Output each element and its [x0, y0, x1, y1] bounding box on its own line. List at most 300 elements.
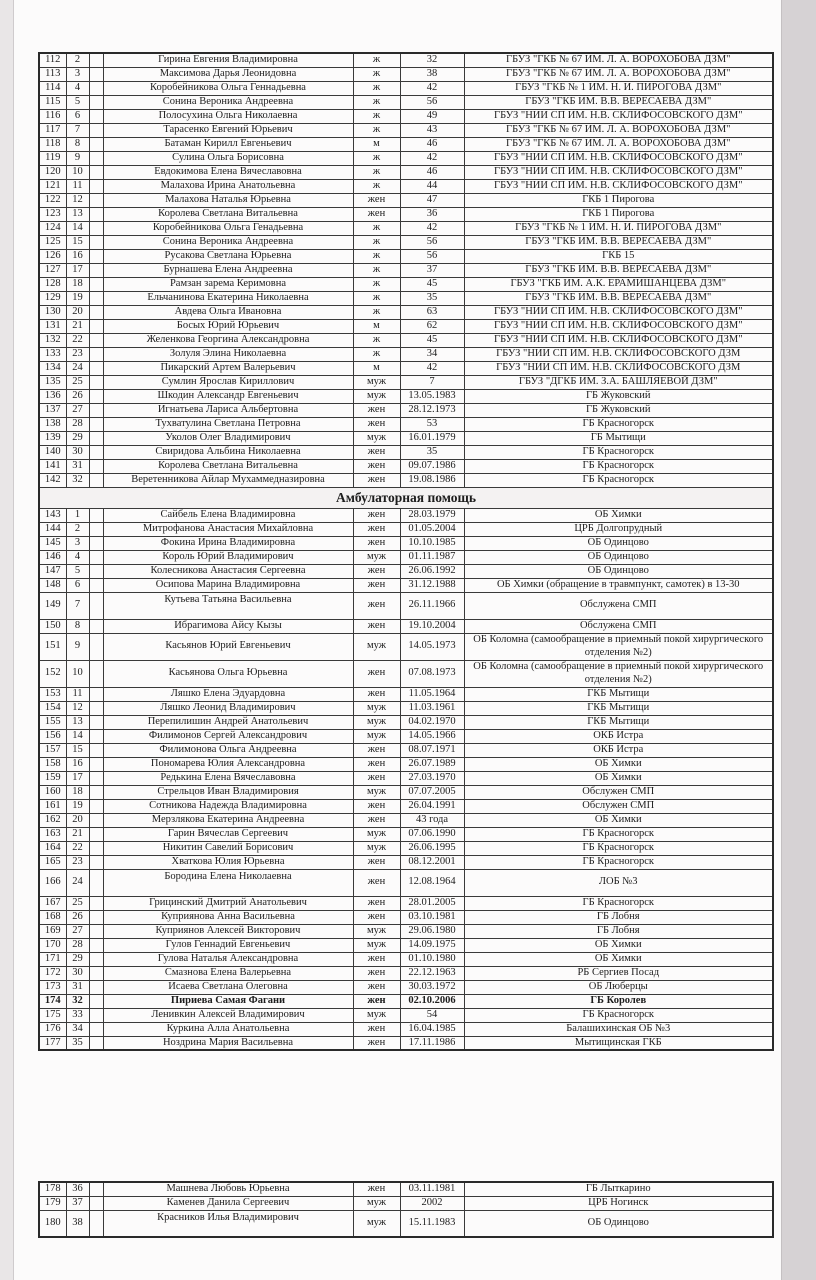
name-cell: Золуля Элина Николаевна: [103, 347, 353, 361]
row-number-cell: 155: [39, 715, 66, 729]
spacer-cell: [89, 924, 103, 938]
name-cell: Евдокимова Елена Вячеславовна: [103, 165, 353, 179]
spacer-cell: [89, 81, 103, 95]
name-cell: Ляшко Леонид Владимирович: [103, 701, 353, 715]
sex-cell: м: [353, 137, 400, 151]
spacer-cell: [89, 660, 103, 687]
row-number-cell: 126: [39, 249, 66, 263]
hospital-cell: ГБУЗ "ГКБ ИМ. В.В. ВЕРЕСАЕВА ДЗМ": [464, 291, 773, 305]
table-row: [39, 827, 773, 841]
name-cell: Бурнашева Елена Андреевна: [103, 263, 353, 277]
row-number-cell: 152: [39, 660, 66, 687]
hospital-cell: ГБ Красногорск: [464, 459, 773, 473]
spacer-cell: [89, 277, 103, 291]
name-cell: Ленивкин Алексей Владимирович: [103, 1008, 353, 1022]
name-cell: Малахова Наталья Юрьевна: [103, 193, 353, 207]
hospital-cell: ОБ Одинцово: [464, 550, 773, 564]
sex-cell: жен: [353, 522, 400, 536]
sex-cell: муж: [353, 729, 400, 743]
hospital-cell: ГБУЗ "НИИ СП ИМ. Н.В. СКЛИФОСОВСКОГО ДЗМ": [464, 305, 773, 319]
name-cell: Гирина Евгения Владимировна: [103, 53, 353, 67]
age-dob-cell: 04.02.1970: [400, 715, 464, 729]
hospital-cell: ОБ Коломна (самообращение в приемный покой хирургического отделения №2): [464, 633, 773, 660]
sex-cell: жен: [353, 994, 400, 1008]
table-row: [39, 235, 773, 249]
hospital-cell: Балашихинская ОБ №3: [464, 1022, 773, 1036]
row-number-cell: 115: [39, 95, 66, 109]
row-number-cell: 173: [39, 980, 66, 994]
name-cell: Мерзлякова Екатерина Андреевна: [103, 813, 353, 827]
name-cell: Никитин Савелий Борисович: [103, 841, 353, 855]
name-cell: Гулова Наталья Александровна: [103, 952, 353, 966]
sex-cell: жен: [353, 592, 400, 619]
age-dob-cell: 45: [400, 277, 464, 291]
table-row: [39, 417, 773, 431]
age-dob-cell: 01.05.2004: [400, 522, 464, 536]
row-number-cell: 175: [39, 1008, 66, 1022]
sex-cell: ж: [353, 277, 400, 291]
sex-cell: ж: [353, 291, 400, 305]
age-dob-cell: 62: [400, 319, 464, 333]
spacer-cell: [89, 361, 103, 375]
spacer-cell: [89, 1196, 103, 1210]
spacer-cell: [89, 417, 103, 431]
name-cell: Куприянова Анна Васильевна: [103, 910, 353, 924]
name-cell: Сумлин Ярослав Кириллович: [103, 375, 353, 389]
row-number-cell: 165: [39, 855, 66, 869]
spacer-cell: [89, 1210, 103, 1237]
sex-cell: муж: [353, 701, 400, 715]
sex-cell: жен: [353, 193, 400, 207]
name-cell: Коробейникова Ольга Геннадьевна: [103, 81, 353, 95]
hospital-cell: ОКБ Истра: [464, 743, 773, 757]
name-cell: Сотникова Надежда Владимировна: [103, 799, 353, 813]
seq-number-cell: 14: [66, 221, 89, 235]
table-row: [39, 1022, 773, 1036]
seq-number-cell: 20: [66, 305, 89, 319]
seq-number-cell: 8: [66, 619, 89, 633]
name-cell: Максимова Дарья Леонидовна: [103, 67, 353, 81]
spacer-cell: [89, 151, 103, 165]
row-number-cell: 118: [39, 137, 66, 151]
name-cell: Гулов Геннадий Евгеньевич: [103, 938, 353, 952]
sex-cell: ж: [353, 81, 400, 95]
age-dob-cell: 56: [400, 95, 464, 109]
row-number-cell: 133: [39, 347, 66, 361]
age-dob-cell: 38: [400, 67, 464, 81]
age-dob-cell: 08.07.1971: [400, 743, 464, 757]
spacer-cell: [89, 952, 103, 966]
name-cell: Тухватулина Светлана Петровна: [103, 417, 353, 431]
age-dob-cell: 49: [400, 109, 464, 123]
name-cell: Желенкова Георгина Александровна: [103, 333, 353, 347]
hospital-cell: ГКБ Мытищи: [464, 715, 773, 729]
hospital-cell: ОБ Одинцово: [464, 564, 773, 578]
sex-cell: жен: [353, 619, 400, 633]
row-number-cell: 166: [39, 869, 66, 896]
sex-cell: муж: [353, 785, 400, 799]
table-row: [39, 207, 773, 221]
table-row: [39, 757, 773, 771]
row-number-cell: 114: [39, 81, 66, 95]
row-number-cell: 180: [39, 1210, 66, 1237]
row-number-cell: 162: [39, 813, 66, 827]
sex-cell: муж: [353, 1210, 400, 1237]
seq-number-cell: 7: [66, 592, 89, 619]
row-number-cell: 143: [39, 508, 66, 522]
spacer-cell: [89, 994, 103, 1008]
seq-number-cell: 13: [66, 207, 89, 221]
spacer-cell: [89, 67, 103, 81]
table-row: [39, 536, 773, 550]
age-dob-cell: 19.10.2004: [400, 619, 464, 633]
table-row: [39, 896, 773, 910]
age-dob-cell: 54: [400, 1008, 464, 1022]
seq-number-cell: 17: [66, 263, 89, 277]
spacer-cell: [89, 193, 103, 207]
seq-number-cell: 35: [66, 1036, 89, 1050]
age-dob-cell: 32: [400, 53, 464, 67]
age-dob-cell: 11.03.1961: [400, 701, 464, 715]
name-cell: Игнатьева Лариса Альбертовна: [103, 403, 353, 417]
hospital-cell: ОКБ Истра: [464, 729, 773, 743]
hospital-cell: ОБ Одинцово: [464, 536, 773, 550]
hospital-cell: ГБУЗ "НИИ СП ИМ. Н.В. СКЛИФОСОВСКОГО ДЗМ": [464, 333, 773, 347]
seq-number-cell: 28: [66, 938, 89, 952]
table-row: [39, 687, 773, 701]
sex-cell: жен: [353, 207, 400, 221]
hospital-cell: ОБ Коломна (самообращение в приемный покой хирургического отделения №2): [464, 660, 773, 687]
age-dob-cell: 44: [400, 179, 464, 193]
spacer-cell: [89, 263, 103, 277]
row-number-cell: 168: [39, 910, 66, 924]
hospital-cell: ГБ Лыткарино: [464, 1182, 773, 1196]
spacer-cell: [89, 578, 103, 592]
row-number-cell: 129: [39, 291, 66, 305]
name-cell: Ноздрина Мария Васильевна: [103, 1036, 353, 1050]
sex-cell: муж: [353, 827, 400, 841]
spacer-cell: [89, 799, 103, 813]
seq-number-cell: 4: [66, 550, 89, 564]
table-row: [39, 813, 773, 827]
spacer-cell: [89, 980, 103, 994]
spacer-cell: [89, 347, 103, 361]
row-number-cell: 112: [39, 53, 66, 67]
hospital-cell: ГБ Красногорск: [464, 473, 773, 487]
name-cell: Сонина Вероника Андреевна: [103, 95, 353, 109]
seq-number-cell: 25: [66, 896, 89, 910]
age-dob-cell: 12.08.1964: [400, 869, 464, 896]
seq-number-cell: 30: [66, 966, 89, 980]
spacer-cell: [89, 375, 103, 389]
age-dob-cell: 28.12.1973: [400, 403, 464, 417]
row-number-cell: 136: [39, 389, 66, 403]
age-dob-cell: 36: [400, 207, 464, 221]
sex-cell: жен: [353, 445, 400, 459]
spacer-cell: [89, 757, 103, 771]
row-number-cell: 123: [39, 207, 66, 221]
spacer-cell: [89, 938, 103, 952]
sex-cell: ж: [353, 235, 400, 249]
row-number-cell: 147: [39, 564, 66, 578]
spacer-cell: [89, 305, 103, 319]
name-cell: Пикарский Артем Валерьевич: [103, 361, 353, 375]
name-cell: Стрельцов Иван Владимировия: [103, 785, 353, 799]
hospital-cell: ОБ Химки: [464, 952, 773, 966]
name-cell: Куркина Алла Анатольевна: [103, 1022, 353, 1036]
seq-number-cell: 30: [66, 445, 89, 459]
seq-number-cell: 11: [66, 687, 89, 701]
table-row: [39, 389, 773, 403]
spacer-cell: [89, 522, 103, 536]
seq-number-cell: 33: [66, 1008, 89, 1022]
row-number-cell: 177: [39, 1036, 66, 1050]
hospital-cell: ГБУЗ "ГКБ № 67 ИМ. Л. А. ВОРОХОБОВА ДЗМ": [464, 123, 773, 137]
seq-number-cell: 16: [66, 249, 89, 263]
age-dob-cell: 01.11.1987: [400, 550, 464, 564]
sex-cell: муж: [353, 550, 400, 564]
seq-number-cell: 15: [66, 235, 89, 249]
spacer-cell: [89, 687, 103, 701]
table-row: [39, 729, 773, 743]
age-dob-cell: 42: [400, 151, 464, 165]
hospital-cell: ГБ Красногорск: [464, 1008, 773, 1022]
spacer-cell: [89, 1008, 103, 1022]
age-dob-cell: 07.07.2005: [400, 785, 464, 799]
age-dob-cell: 35: [400, 445, 464, 459]
name-cell: Осипова Марина Владимировна: [103, 578, 353, 592]
sex-cell: жен: [353, 1182, 400, 1196]
table-row: [39, 109, 773, 123]
sex-cell: м: [353, 319, 400, 333]
table-row: [39, 431, 773, 445]
table-row: [39, 193, 773, 207]
name-cell: Редькина Елена Вячеславовна: [103, 771, 353, 785]
spacer-cell: [89, 771, 103, 785]
spacer-cell: [89, 137, 103, 151]
seq-number-cell: 22: [66, 333, 89, 347]
hospital-cell: ГБ Мытищи: [464, 431, 773, 445]
row-number-cell: 119: [39, 151, 66, 165]
hospital-cell: ГБУЗ "НИИ СП ИМ. Н.В. СКЛИФОСОВСКОГО ДЗМ: [464, 347, 773, 361]
table-row: [39, 123, 773, 137]
hospital-cell: ГБ Жуковский: [464, 403, 773, 417]
seq-number-cell: 16: [66, 757, 89, 771]
name-cell: Сайбель Елена Владимировна: [103, 508, 353, 522]
seq-number-cell: 24: [66, 869, 89, 896]
hospital-cell: Обслужен СМП: [464, 799, 773, 813]
sex-cell: жен: [353, 813, 400, 827]
age-dob-cell: 7: [400, 375, 464, 389]
hospital-cell: ГКБ Мытищи: [464, 687, 773, 701]
spacer-cell: [89, 619, 103, 633]
hospital-cell: ОБ Одинцово: [464, 1210, 773, 1237]
row-number-cell: 132: [39, 333, 66, 347]
age-dob-cell: 45: [400, 333, 464, 347]
sex-cell: м: [353, 361, 400, 375]
spacer-cell: [89, 179, 103, 193]
age-dob-cell: 14.09.1975: [400, 938, 464, 952]
row-number-cell: 122: [39, 193, 66, 207]
table-row: [39, 619, 773, 633]
sex-cell: жен: [353, 660, 400, 687]
name-cell: Машнева Любовь Юрьевна: [103, 1182, 353, 1196]
hospital-cell: РБ Сергиев Посад: [464, 966, 773, 980]
hospital-cell: ГБУЗ "ГКБ № 1 ИМ. Н. И. ПИРОГОВА ДЗМ": [464, 81, 773, 95]
seq-number-cell: 23: [66, 855, 89, 869]
age-dob-cell: 03.10.1981: [400, 910, 464, 924]
sex-cell: ж: [353, 67, 400, 81]
spacer-cell: [89, 508, 103, 522]
spacer-cell: [89, 291, 103, 305]
row-number-cell: 142: [39, 473, 66, 487]
table-row: [39, 841, 773, 855]
hospital-cell: ГБУЗ "ГКБ № 67 ИМ. Л. А. ВОРОХОБОВА ДЗМ": [464, 53, 773, 67]
row-number-cell: 151: [39, 633, 66, 660]
table-row: [39, 771, 773, 785]
row-number-cell: 130: [39, 305, 66, 319]
table-row: [39, 1036, 773, 1050]
row-number-cell: 157: [39, 743, 66, 757]
seq-number-cell: 19: [66, 799, 89, 813]
seq-number-cell: 31: [66, 459, 89, 473]
table-row: [39, 95, 773, 109]
age-dob-cell: 02.10.2006: [400, 994, 464, 1008]
table-row: [39, 445, 773, 459]
seq-number-cell: 3: [66, 67, 89, 81]
name-cell: Каменев Данила Сергеевич: [103, 1196, 353, 1210]
table-row: [39, 522, 773, 536]
seq-number-cell: 21: [66, 319, 89, 333]
sex-cell: муж: [353, 633, 400, 660]
seq-number-cell: 26: [66, 389, 89, 403]
row-number-cell: 139: [39, 431, 66, 445]
table-row: [39, 952, 773, 966]
row-number-cell: 154: [39, 701, 66, 715]
age-dob-cell: 2002: [400, 1196, 464, 1210]
table-row: [39, 578, 773, 592]
sex-cell: жен: [353, 869, 400, 896]
sex-cell: жен: [353, 757, 400, 771]
age-dob-cell: 26.07.1989: [400, 757, 464, 771]
row-number-cell: 121: [39, 179, 66, 193]
spacer-cell: [89, 743, 103, 757]
hospital-cell: ГБУЗ "НИИ СП ИМ. Н.В. СКЛИФОСОВСКОГО ДЗМ: [464, 361, 773, 375]
age-dob-cell: 31.12.1988: [400, 578, 464, 592]
table-row: [39, 305, 773, 319]
hospital-cell: ГБ Королев: [464, 994, 773, 1008]
spacer-cell: [89, 633, 103, 660]
age-dob-cell: 11.05.1964: [400, 687, 464, 701]
spacer-cell: [89, 221, 103, 235]
spacer-cell: [89, 910, 103, 924]
row-number-cell: 161: [39, 799, 66, 813]
name-cell: Грицинский Дмитрий Анатольевич: [103, 896, 353, 910]
seq-number-cell: 9: [66, 151, 89, 165]
table-row: [39, 715, 773, 729]
name-cell: Рамзан зарема Керимовна: [103, 277, 353, 291]
row-number-cell: 164: [39, 841, 66, 855]
age-dob-cell: 56: [400, 235, 464, 249]
seq-number-cell: 32: [66, 994, 89, 1008]
row-number-cell: 153: [39, 687, 66, 701]
seq-number-cell: 27: [66, 403, 89, 417]
age-dob-cell: 14.05.1973: [400, 633, 464, 660]
seq-number-cell: 11: [66, 179, 89, 193]
age-dob-cell: 26.06.1995: [400, 841, 464, 855]
sex-cell: жен: [353, 1022, 400, 1036]
hospital-cell: ГКБ 1 Пирогова: [464, 207, 773, 221]
sex-cell: жен: [353, 403, 400, 417]
sex-cell: жен: [353, 473, 400, 487]
table-row: [39, 799, 773, 813]
sex-cell: ж: [353, 109, 400, 123]
table-row: [39, 179, 773, 193]
name-cell: Бородина Елена Николаевна: [103, 869, 353, 896]
table-row: [39, 165, 773, 179]
hospital-cell: ОБ Химки: [464, 508, 773, 522]
name-cell: Тарасенко Евгений Юрьевич: [103, 123, 353, 137]
row-number-cell: 137: [39, 403, 66, 417]
spacer-cell: [89, 536, 103, 550]
hospital-cell: ГБУЗ "ГКБ № 67 ИМ. Л. А. ВОРОХОБОВА ДЗМ": [464, 67, 773, 81]
table-row: [39, 966, 773, 980]
age-dob-cell: 37: [400, 263, 464, 277]
spacer-cell: [89, 235, 103, 249]
seq-number-cell: 14: [66, 729, 89, 743]
table-row: [39, 910, 773, 924]
sex-cell: ж: [353, 249, 400, 263]
table-row: [39, 855, 773, 869]
age-dob-cell: 26.06.1992: [400, 564, 464, 578]
row-number-cell: 140: [39, 445, 66, 459]
name-cell: Ибрагимова Айсу Кызы: [103, 619, 353, 633]
sex-cell: жен: [353, 564, 400, 578]
name-cell: Сонина Вероника Андреевна: [103, 235, 353, 249]
table-row: [39, 660, 773, 687]
spacer-cell: [89, 827, 103, 841]
row-number-cell: 144: [39, 522, 66, 536]
seq-number-cell: 20: [66, 813, 89, 827]
seq-number-cell: 6: [66, 578, 89, 592]
hospital-cell: ОБ Химки: [464, 813, 773, 827]
seq-number-cell: 28: [66, 417, 89, 431]
name-cell: Пономарева Юлия Александровна: [103, 757, 353, 771]
seq-number-cell: 12: [66, 193, 89, 207]
row-number-cell: 113: [39, 67, 66, 81]
seq-number-cell: 29: [66, 431, 89, 445]
row-number-cell: 134: [39, 361, 66, 375]
table-row: [39, 151, 773, 165]
table-row: [39, 137, 773, 151]
name-cell: Колесникова Анастасия Сергеевна: [103, 564, 353, 578]
table-row: [39, 994, 773, 1008]
hospital-cell: ОБ Химки: [464, 757, 773, 771]
seq-number-cell: 26: [66, 910, 89, 924]
sex-cell: жен: [353, 952, 400, 966]
name-cell: Касьянова Ольга Юрьевна: [103, 660, 353, 687]
row-number-cell: 159: [39, 771, 66, 785]
name-cell: Уколов Олег Владимирович: [103, 431, 353, 445]
sex-cell: ж: [353, 221, 400, 235]
age-dob-cell: 27.03.1970: [400, 771, 464, 785]
seq-number-cell: 7: [66, 123, 89, 137]
hospital-cell: ЦРБ Долгопрудный: [464, 522, 773, 536]
name-cell: Полосухина Ольга Николаевна: [103, 109, 353, 123]
spacer-cell: [89, 785, 103, 799]
hospital-cell: ГБ Лобня: [464, 924, 773, 938]
table-row: [39, 1182, 773, 1196]
